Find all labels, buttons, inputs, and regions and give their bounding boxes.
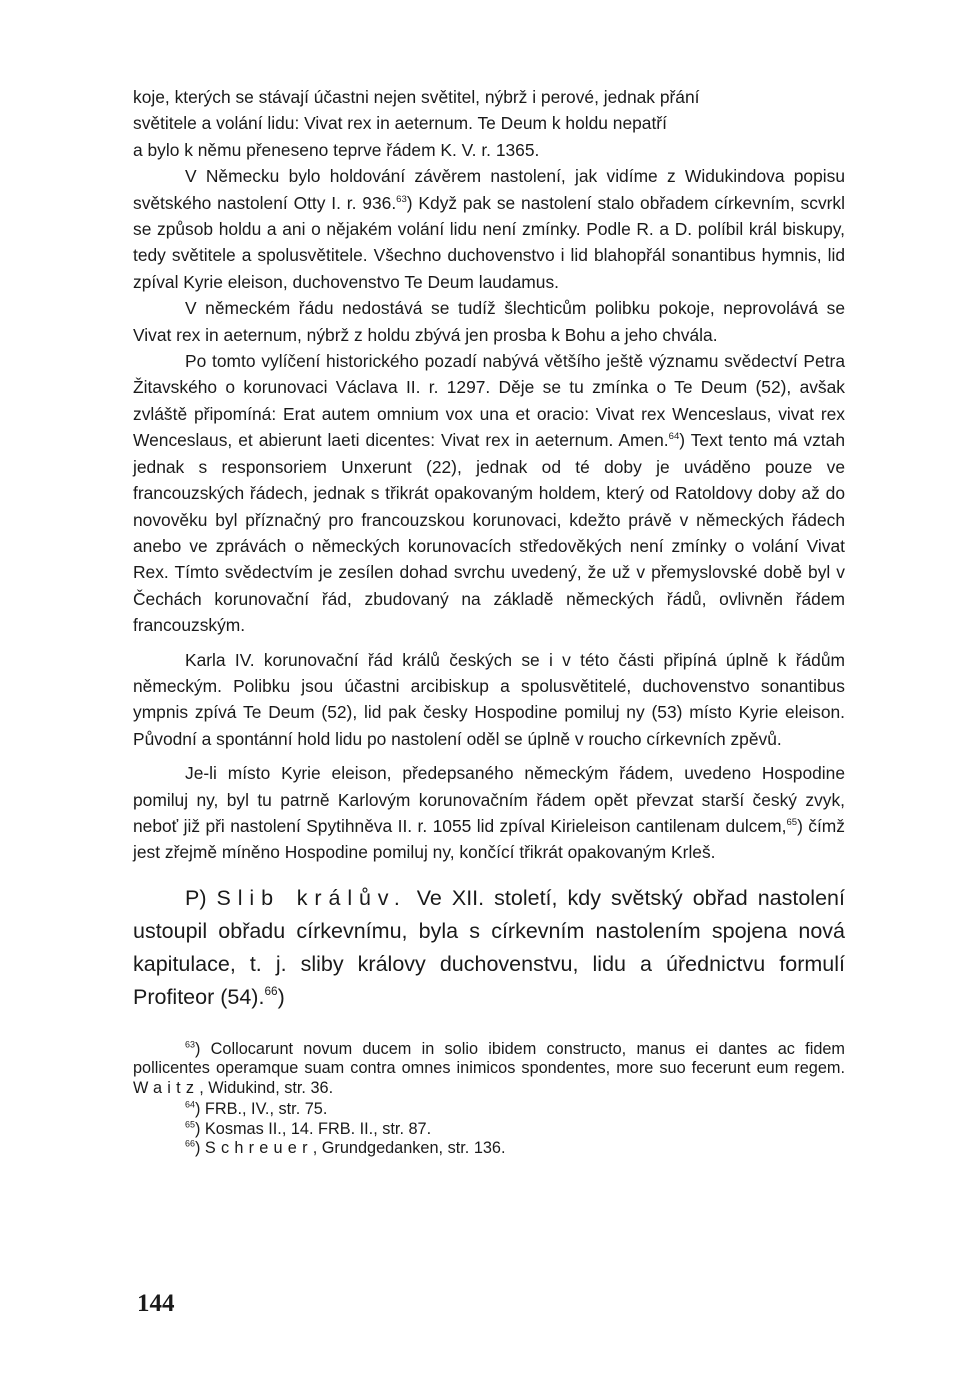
section-text: Ve XII. století, kdy světský obřad nastolení ustoupil obřadu církevnímu, byla s církevním nastolením spojena nová kapitulace, t. j. sliby královy duchovenstvu, lidu a úřednictvu formulí Profiteor (54). bbox=[133, 885, 845, 1009]
text-line: koje, kterých se stávají účastni nejen světitel, nýbrž i perové, jednak přání bbox=[133, 87, 700, 107]
footnote-author: Schreuer bbox=[204, 1139, 313, 1158]
text-line: světitele a volání lidu: Vivat rex in aeternum. Te Deum k holdu nepatří bbox=[133, 113, 667, 134]
footnote-number: 64 bbox=[185, 1099, 195, 1110]
paragraph-text: ) Když pak se nastolení stalo obřadem církevním, scvrkl se způsob holdu a ani o nějakém volání lidu není zmínky. Podle R. a D. políbil král biskupy, tedy světitele a spolusvětitele. Všechno duchovenstvo i lid blahopřál sonantibus hymnis, lid zpíval Kyrie eleison, duchovenstvo Te Deum laudamus. bbox=[133, 192, 845, 292]
footnote-ref: 63 bbox=[396, 193, 407, 205]
section-label: P) bbox=[185, 885, 207, 910]
footnotes bbox=[133, 1040, 845, 1159]
footnote-ref: 64 bbox=[668, 431, 680, 443]
paragraph-widukind bbox=[133, 163, 845, 295]
page-body bbox=[133, 84, 845, 1159]
paragraph-text: Po tomto vylíčení historického pozadí nabývá většího ještě významu svědectví Petra Žitavského o korunovaci Václava II. r. 1297. Děje se tu zmínka o Te Deum (52), avšak zvláště připomíná: Erat autem omnium vox una et oracio: Vivat rex Wenceslaus, vivat rex Wenceslaus, et abierunt laeti dicentes: Vivat rex in aeternum. Amen. bbox=[133, 351, 845, 451]
paragraph-petr-zitavsky bbox=[133, 348, 845, 638]
section-slib-kraluv bbox=[133, 882, 845, 1014]
footnote-text: , Grundgedanken, str. 136. bbox=[312, 1139, 506, 1158]
footnote-number: 63 bbox=[185, 1039, 195, 1050]
paragraph-text: Je-li místo Kyrie eleison, předepsaného německým řádem, uvedeno Hospodine pomiluj ny, byl tu patrně Karlovým korunovačním řádem opět převzat starší český zvyk, neboť již při nastolení Spytihněva II. r. 1055 lid zpíval Kirieleison cantilenam dulcem, bbox=[133, 763, 845, 836]
footnote-64 bbox=[133, 1100, 845, 1120]
footnote-text: , Widukind, str. 36. bbox=[199, 1078, 334, 1097]
footnote-number: 66 bbox=[185, 1138, 195, 1149]
page-number: 144 bbox=[137, 1290, 175, 1317]
paragraph-text: V Německu bylo holdování závěrem nastolení, jak vidíme z Widukindova popisu světského nastolení Otty I. r. 936. bbox=[133, 166, 845, 213]
footnote-ref: 66 bbox=[264, 983, 278, 998]
paragraph-karel-iv: Karla IV. korunovační řád králů českých se i v této části připíná úplně k řádům německým. Polibku jsou účastni arcibiskup a spolusvětitelé, duchovenstvo sonantibus ympnis zpívá Te Deum (52), lid pak česky Hospodine pomiluj ny (53) místo Kyrie eleison. Původní a spontánní hold lidu po nastolení oděl se úplně v roucho církevních zpěvů. bbox=[133, 649, 845, 749]
footnote-ref: 65 bbox=[786, 816, 798, 828]
footnote-65 bbox=[133, 1120, 845, 1140]
paragraph-kyrie bbox=[133, 760, 845, 866]
text-line: a bylo k němu přeneseno teprve řádem K. V. r. 1365. bbox=[133, 139, 540, 160]
footnote-author: Waitz bbox=[133, 1078, 200, 1097]
paragraph-german-order: V německém řádu nedostává se tudíž šlechticům polibku pokoje, neprovolává se Vivat rex in aeternum, nýbrž z holdu zbývá jen prosba k Bohu a jeho chvála. bbox=[133, 298, 845, 345]
footnote-text: ) Kosmas II., 14. FRB. II., str. 87. bbox=[194, 1119, 432, 1138]
paragraph-text: ) čímž jest zřejmě míněno Hospodine pomiluj ny, končící třikrát opakovaným Krleš. bbox=[133, 815, 845, 863]
footnote-text: ) Collocarunt novum ducem in solio ibidem constructo, manus ei dantes ac fidem pollicentes operamque suam contra omnes inimicos spondentes, more suo fecerunt eum regem. bbox=[133, 1039, 845, 1078]
opening-paragraph bbox=[133, 84, 845, 163]
footnote-text: ) FRB., IV., str. 75. bbox=[194, 1100, 328, 1119]
section-title: Slib králův. bbox=[216, 885, 407, 910]
section-close: ) bbox=[277, 984, 285, 1009]
footnote-66 bbox=[133, 1139, 845, 1159]
paragraph-text: ) Text tento má vztah jednak s responsoriem Unxerunt (22), jednak od té doby je uváděno pouze ve francouzských řádech, jednak s třikrát opakovaným holdem, který od Ratoldovy doby až do novověku byl příznačný pro francouzskou korunovaci, kdežto právě v německých řádech anebo ve zprávách o německých korunovacích středověkých není zmínky o volání Vivat Rex. Tímto svědectvím je zesílen dohad svrchu uvedený, že už v přemyslovské době byl v Čechách korunovační řád, zbudovaný na základě německých řádů, ovlivněn řádem francouzským. bbox=[133, 430, 845, 636]
footnote-number: 65 bbox=[185, 1119, 195, 1130]
footnote-text: ) bbox=[194, 1139, 205, 1158]
footnote-63 bbox=[133, 1040, 845, 1099]
